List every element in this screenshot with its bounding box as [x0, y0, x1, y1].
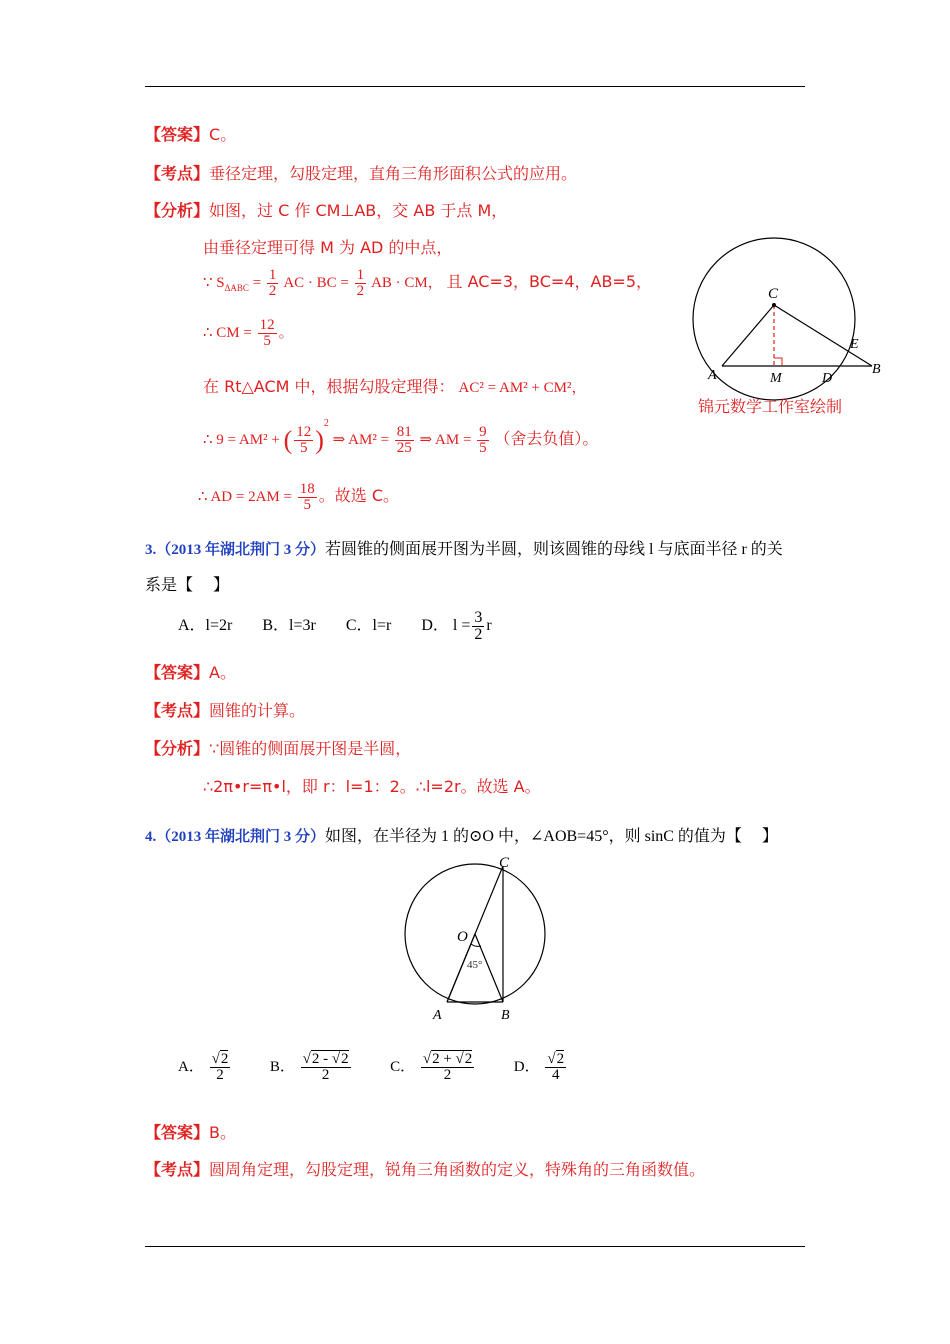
fenxi-line-4: ∴ CM = $\frac{12}{5}$ 。 — [203, 317, 294, 349]
answer-tag: 【答案】 — [145, 127, 210, 144]
fenxi-tag: 【分析】 — [145, 203, 210, 220]
svg-text:M: M — [770, 371, 782, 386]
bottom-rule — [145, 1246, 805, 1247]
svg-text:锦元数学工作室绘制: 锦元数学工作室绘制 — [698, 397, 843, 416]
fenxi-line-5: 在 Rt△ACM 中，根据勾股定理得： AC² = AM² + CM²， — [203, 377, 587, 396]
svg-text:E: E — [850, 337, 859, 352]
fenxi-line-6: ∴ 9 = AM² + ( $\frac{12}{5}$ )$^2$ ⇒ AM² = $\frac{81}{25}$ ⇒ AM = $\frac{9}{5}$ （舍去负值）。 — [203, 418, 599, 457]
option-d: D． — [421, 617, 449, 635]
question-3-line-2: 系是【 】 — [145, 577, 230, 594]
fraction-cm: $\frac{12}{5}$ — [259, 317, 275, 349]
svg-text:45°: 45° — [467, 959, 483, 971]
fenxi-line-1 — [145, 198, 507, 221]
svg-text:D: D — [822, 371, 833, 386]
option-a: A． — [178, 1058, 204, 1075]
fenxi-line-3a: 【分析】∵圆锥的侧面展开图是半圆， — [145, 739, 412, 758]
kaodian-line-4: 【考点】圆周角定理，勾股定理，锐角三角函数的定义，特殊角的三角函数值。 — [145, 1160, 706, 1179]
figure-circle-o — [395, 852, 555, 1027]
kaodian-line-1 — [145, 161, 577, 184]
question-4-line: 4.（2013 年湖北荆门 3 分）如图，在半径为 1 的⊙O 中，∠AOB=45°，则 sinC 的值为【 】 — [145, 828, 778, 845]
fenxi-line-3: ∵ $S_{\Delta ABC}$ = $\frac{1}{2}$ AC · BC = $\frac{1}{2}$ AB · CM， 且 AC=3，BC=4，AB=5， — [203, 267, 653, 299]
answer-text: C。 — [209, 125, 237, 144]
svg-text:A: A — [708, 368, 717, 383]
kaodian-tag: 【考点】 — [145, 166, 210, 183]
fenxi-line-3b: ∴2π•r=π•l，即 r：l=1：2。∴l=2r。故选 A。 — [203, 777, 541, 796]
svg-text:C: C — [499, 855, 510, 871]
option-c: C．l=r — [345, 617, 392, 635]
question-4-options: A． $\frac{√2}{2}$ B． $\frac{√2 - √2}{2}$ C． $\frac{√2 + √2}{2}$ D． $\frac{√2}{4}$ — [178, 1051, 565, 1083]
svg-text:A: A — [433, 1008, 442, 1023]
option-d: D． — [513, 1058, 540, 1075]
question-3-line-1: 3.（2013 年湖北荆门 3 分）若圆锥的侧面展开图为半圆，则该圆锥的母线 l 与底面半径 r 的关 — [145, 541, 783, 558]
figure-circle-triangle — [690, 218, 890, 428]
fenxi-text: 如图，过 C 作 CM⊥AB，交 AB 于点 M， — [209, 201, 508, 220]
svg-text:B: B — [872, 362, 881, 377]
option-b: B． — [269, 1058, 295, 1075]
option-a: A．l=2r — [178, 617, 233, 635]
svg-text:C: C — [768, 286, 779, 302]
kaodian-line-3: 【考点】圆锥的计算。 — [145, 701, 306, 720]
option-c: C． — [390, 1058, 416, 1075]
question-3-options: A．l=2r B．l=3r C．l=r D． l = $\frac{3}{2}$ r — [178, 609, 492, 643]
fenxi-line-7: ∴ AD = 2AM = $\frac{18}{5}$ 。故选 C。 — [198, 481, 399, 513]
kaodian-text: 垂径定理，勾股定理，直角三角形面积公式的应用。 — [209, 164, 578, 183]
answer-line-1 — [145, 122, 236, 145]
svg-text:B: B — [501, 1008, 510, 1023]
answer-line-4: 【答案】B。 — [145, 1123, 236, 1142]
top-rule — [145, 86, 805, 87]
fenxi-line-2: 由垂径定理可得 M 为 AD 的中点， — [203, 238, 453, 257]
fraction-half: $\frac{1}{2}$ — [356, 267, 365, 299]
option-b: B．l=3r — [262, 617, 316, 635]
answer-line-3: 【答案】A。 — [145, 663, 236, 682]
fraction-half: $\frac{1}{2}$ — [268, 267, 277, 299]
svg-text:O: O — [457, 929, 468, 945]
